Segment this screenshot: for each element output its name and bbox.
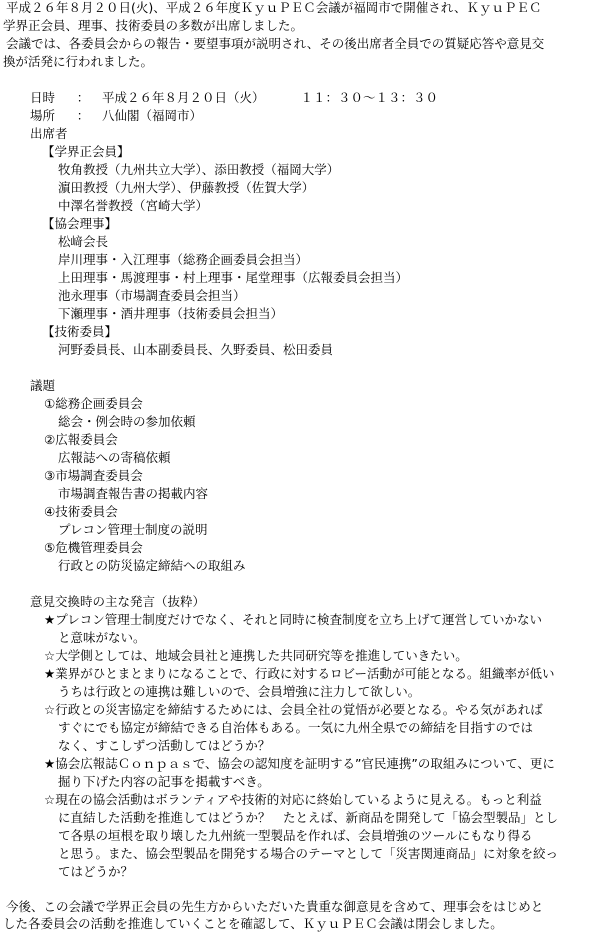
meeting-date-row: [30, 89, 438, 107]
meeting-place-row: [30, 107, 202, 125]
agenda-item-title: ⑤危機管理委員会: [44, 540, 143, 555]
technical-line: 河野委員長、山本副委員長、久野委員、松田委員: [58, 342, 334, 357]
directors-heading: 【協会理事】: [42, 216, 118, 231]
director-line: 松﨑会長: [58, 234, 109, 249]
academic-heading: 【学界正会員】: [42, 144, 130, 159]
academic-line: 中澤名誉教授（宮崎大学）: [58, 198, 209, 213]
technical-heading: 【技術委員】: [42, 324, 118, 339]
agenda-item-title: ②広報委員会: [44, 432, 118, 447]
intro-line-4: 換が活発に行われました。: [3, 54, 154, 69]
agenda-item-detail: 行政との防災協定締結への取組み: [58, 558, 246, 573]
director-line: 岸川理事・入江理事（総務企画委員会担当）: [58, 252, 309, 267]
place-label: 場所: [30, 108, 56, 123]
opinion-line: て各県の垣根を取り壊した九州統一型製品を作れば、会員増強のツールにもなり得る: [58, 828, 533, 843]
date-colon: ：: [76, 90, 90, 105]
closing-line-2: した各委員会の活動を推進していくことを確認して、ＫｙｕＰＥＣ会議は閉会しました。: [3, 916, 503, 931]
opinion-line: ★協会広報誌Ｃｏｎｐａｓで、協会の認知度を証明する”官民連携”の取組みについて、更に: [44, 756, 555, 771]
agenda-item-title: ④技術委員会: [44, 504, 118, 519]
opinion-line: ☆現在の協会活動はボランティアや技術的対応に終始しているように見える。もっと利益: [44, 792, 542, 807]
opinion-line: 掘り下げた内容の記事を掲載すべき。: [58, 774, 270, 789]
opinion-line: と意味がない。: [58, 630, 146, 645]
opinion-line: ☆大学側としては、地域会員社と連携した共同研究等を推進していきたい。: [44, 648, 468, 663]
director-line: 上田理事・馬渡理事・村上理事・尾堂理事（広報委員会担当）: [58, 270, 409, 285]
opinion-line: ☆行政との災害協定を締結するためには、会員全社の覚悟が必要となる。やる気があれば: [44, 702, 543, 717]
agenda-item-detail: 市場調査報告書の掲載内容: [58, 486, 209, 501]
opinions-heading: 意見交換時の主な発言（抜粋）: [30, 594, 206, 609]
place-value: 八仙閣（福岡市）: [102, 108, 203, 123]
director-line: 下瀬理事・酒井理事（技術委員会担当）: [58, 306, 284, 321]
agenda-item-detail: プレコン管理士制度の説明: [58, 522, 208, 537]
date-value: 平成２６年８月２０日（火）: [102, 90, 265, 105]
opinion-line: なく、すこしずつ活動してはどうか？: [58, 738, 271, 753]
agenda-item-title: ①総務企画委員会: [44, 396, 143, 411]
director-line: 池永理事（市場調査委員会担当）: [58, 288, 246, 303]
agenda-item-detail: 総会・例会時の参加依頼: [58, 414, 196, 429]
time-value: １１：３０～１３：３０: [300, 90, 439, 105]
attendees-label: 出席者: [30, 126, 68, 141]
opinion-line: すぐにでも協定が締結できる自治体もある。一気に九州全県での締結を目指すのでは: [58, 720, 534, 735]
agenda-item-title: ③市場調査委員会: [44, 468, 143, 483]
intro-line-3: 会議では、各委員会からの報告・要望事項が説明され、その後出席者全員での質疑応答や意見交: [6, 36, 545, 51]
opinion-line: と思う。また、協会型製品を開発する場合のテーマとして「災害関連商品」に対象を絞っ: [58, 846, 559, 861]
academic-line: 牧角教授（九州共立大学）、添田教授（福岡大学）: [58, 162, 340, 177]
opinion-line: うちは行政との連携は難しいので、会員増強に注力して欲しい。: [58, 684, 421, 699]
intro-line-1: 平成２６年８月２０日(火)、平成２６年度ＫｙｕＰＥＣ会議が福岡市で開催され、ＫｙｕＰＥＣ: [6, 0, 542, 15]
intro-line-2: 学界正会員、理事、技術委員の多数が出席しました。: [3, 18, 304, 33]
agenda-heading: 議題: [30, 378, 56, 393]
opinion-line: ★プレコン管理士制度だけでなく、それと同時に検査制度を立ち上げて運営していかない: [44, 612, 542, 627]
agenda-item-detail: 広報誌への寄稿依頼: [58, 450, 171, 465]
closing-line-1: 今後、この会議で学界正会員の先生方からいただいた貴重な御意見を含めて、理事会をはじめと: [6, 899, 544, 914]
opinion-line: てはどうか？: [58, 864, 134, 879]
date-label: 日時: [30, 90, 56, 105]
academic-line: 濵田教授（九州大学）、伊藤教授（佐賀大学）: [58, 180, 315, 195]
opinion-line: ★業界がひとまとまりになることで、行政に対するロビー活動が可能となる。組織率が低い: [44, 666, 555, 681]
opinion-line: に直結した活動を推進してはどうか？ たとえば、新商品を開発して「協会型製品」とし: [58, 810, 559, 825]
place-colon: ：: [76, 108, 90, 123]
